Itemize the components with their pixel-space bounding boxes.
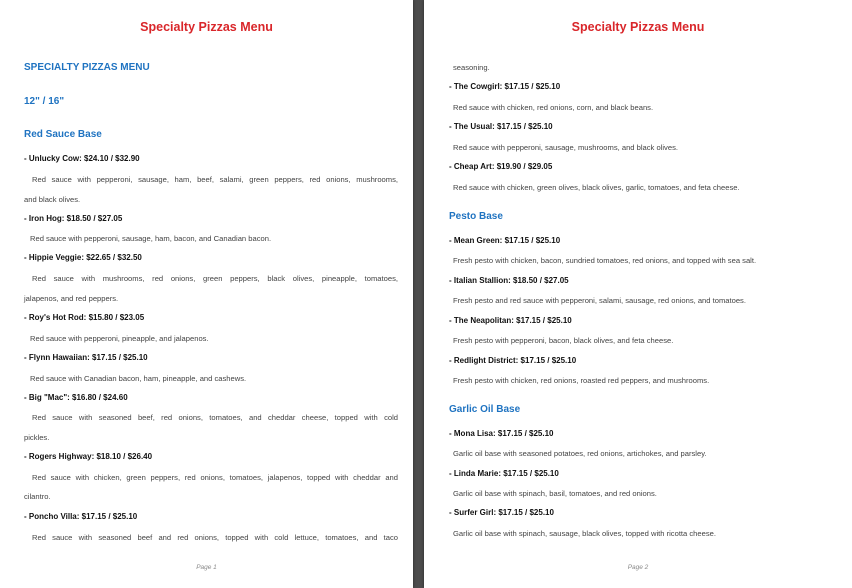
menu-item-name: - Big "Mac": $16.80 / $24.60 (24, 393, 128, 402)
menu-item-description: Red sauce with seasoned beef, red onions, tomatoes, and cheddar cheese, topped with cold (32, 413, 398, 422)
section-heading-pesto: Pesto Base (449, 211, 503, 222)
menu-item-description: Fresh pesto with chicken, red onions, roasted red peppers, and mushrooms. (453, 376, 710, 385)
menu-item-name: - Mean Green: $17.15 / $25.10 (449, 236, 561, 245)
menu-item-name: - The Neapolitan: $17.15 / $25.10 (449, 316, 572, 325)
menu-item-name: - Iron Hog: $18.50 / $27.05 (24, 214, 123, 223)
menu-item-description: Fresh pesto and red sauce with pepperoni, salami, sausage, red onions, and tomatoes. (453, 296, 746, 305)
menu-item-name: - Redlight District: $17.15 / $25.10 (449, 356, 577, 365)
menu-item-description: Red sauce with seasoned beef and red onions, topped with cold lettuce, tomatoes, and taco (32, 533, 398, 542)
menu-heading: SPECIALTY PIZZAS MENU (24, 62, 150, 73)
menu-item-description: Red sauce with mushrooms, red onions, green peppers, black olives, pineapple, tomatoes, (32, 274, 398, 283)
menu-item-description: Red sauce with chicken, red onions, corn, and black beans. (453, 103, 654, 112)
page-2 (424, 0, 852, 588)
menu-item-name: - Cheap Art: $19.90 / $29.05 (449, 162, 553, 171)
page-1 (0, 0, 413, 588)
menu-item-description: Red sauce with chicken, green olives, black olives, garlic, tomatoes, and feta cheese. (453, 183, 740, 192)
menu-item-name: - Italian Stallion: $18.50 / $27.05 (449, 276, 569, 285)
continued-text: seasoning. (453, 63, 490, 72)
sizes-heading: 12" / 16" (24, 96, 65, 107)
menu-item-description: Red sauce with pepperoni, pineapple, and jalapenos. (30, 334, 209, 343)
menu-item-description: Garlic oil base with spinach, basil, tomatoes, and red onions. (453, 489, 657, 498)
menu-item-description: Red sauce with Canadian bacon, ham, pineapple, and cashews. (30, 374, 247, 383)
menu-item-name: - Flynn Hawaiian: $17.15 / $25.10 (24, 353, 148, 362)
page-number: Page 2 (627, 564, 649, 571)
page-header-title: Specialty Pizzas Menu (571, 20, 705, 34)
menu-item-description: jalapenos, and red peppers. (24, 294, 119, 303)
menu-item-description: Garlic oil base with spinach, sausage, black olives, topped with ricotta cheese. (453, 529, 716, 538)
menu-item-description: cilantro. (24, 492, 51, 501)
menu-item-description: Red sauce with pepperoni, sausage, ham, beef, salami, green peppers, red onions, mushrooms, (32, 175, 398, 184)
menu-item-name: - Roy's Hot Rod: $15.80 / $23.05 (24, 313, 145, 322)
menu-item-description: Red sauce with chicken, green peppers, red onions, tomatoes, jalapenos, topped with cheddar and (32, 473, 398, 482)
section-heading-garlic-oil: Garlic Oil Base (449, 404, 521, 415)
menu-item-description: Fresh pesto with chicken, bacon, sundried tomatoes, red onions, and topped with sea salt. (453, 256, 757, 265)
menu-item-name: - Hippie Veggie: $22.65 / $32.50 (24, 253, 142, 262)
menu-item-description: Fresh pesto with pepperoni, bacon, black olives, and feta cheese. (453, 336, 674, 345)
menu-item-name: - Linda Marie: $17.15 / $25.10 (449, 469, 559, 478)
menu-item-name: - Unlucky Cow: $24.10 / $32.90 (24, 154, 140, 163)
menu-item-description: Garlic oil base with seasoned potatoes, red onions, artichokes, and parsley. (453, 449, 707, 458)
menu-item-name: - Surfer Girl: $17.15 / $25.10 (449, 508, 554, 517)
menu-item-name: - Poncho Villa: $17.15 / $25.10 (24, 512, 138, 521)
menu-item-description: Red sauce with pepperoni, sausage, ham, bacon, and Canadian bacon. (30, 234, 272, 243)
menu-item-description: Red sauce with pepperoni, sausage, mushrooms, and black olives. (453, 143, 678, 152)
menu-item-name: - The Cowgirl: $17.15 / $25.10 (449, 82, 561, 91)
menu-item-name: - Rogers Highway: $18.10 / $26.40 (24, 452, 153, 461)
menu-item-name: - The Usual: $17.15 / $25.10 (449, 122, 553, 131)
section-heading-red-sauce: Red Sauce Base (24, 129, 102, 140)
menu-item-description: pickles. (24, 433, 50, 442)
page-number: Page 1 (196, 564, 217, 571)
menu-item-name: - Mona Lisa: $17.15 / $25.10 (449, 429, 554, 438)
page-header-title: Specialty Pizzas Menu (140, 20, 273, 34)
menu-item-description: and black olives. (24, 195, 81, 204)
